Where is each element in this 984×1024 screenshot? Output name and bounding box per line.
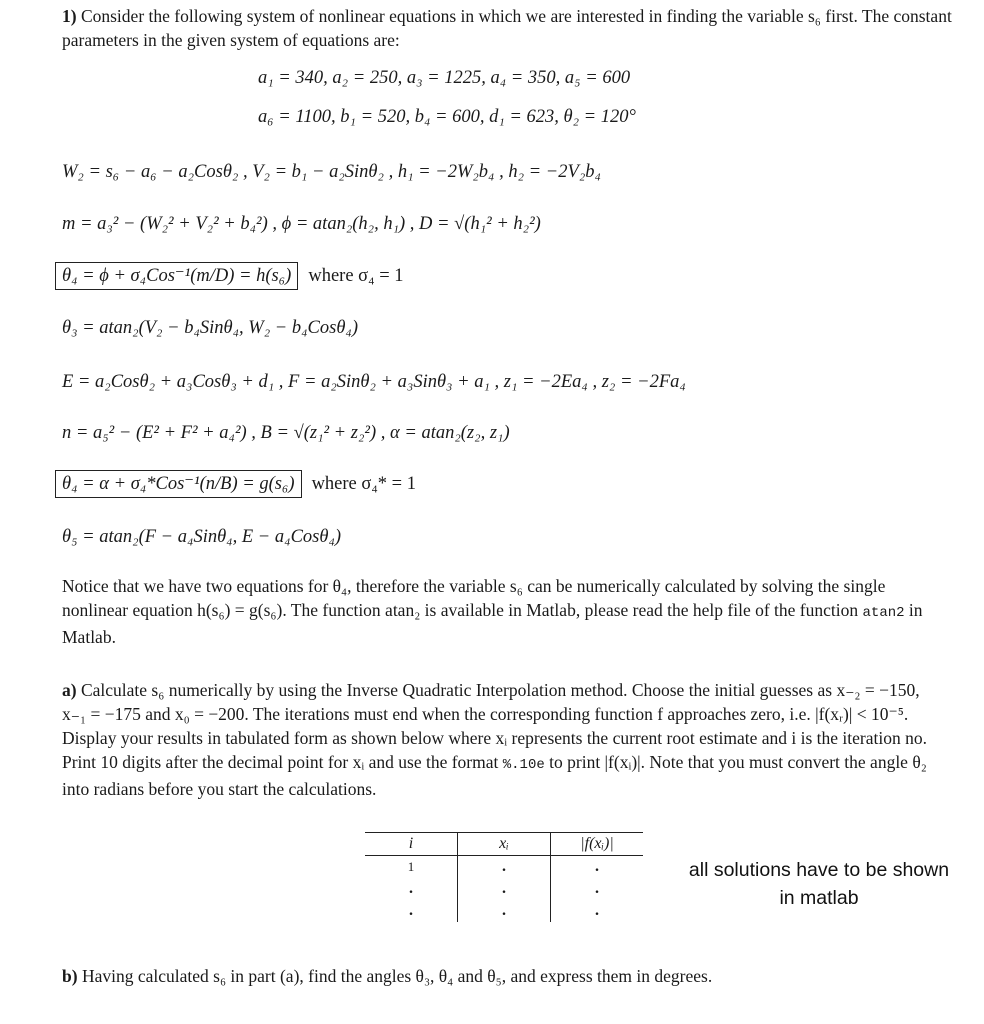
part-b-label: b) <box>62 966 78 986</box>
boxed-equation-h <box>55 262 404 290</box>
table-row <box>365 878 643 900</box>
notice-text: Notice that we have two equations for θ₄, therefore the variable s₆ can be numerically calculated by solving the single nonlinear equation h(s₆) = g(s₆). The function atan₂ is available in Matlab, please read the help file of the function <box>62 576 886 620</box>
table-cell: . <box>595 858 599 875</box>
header-root-estimate: xᵢ <box>458 833 551 856</box>
table-header-row <box>365 833 643 856</box>
matlab-note <box>664 856 974 912</box>
header-iteration: i <box>365 833 458 856</box>
table-row <box>365 900 643 922</box>
part-b-text: Having calculated s₆ in part (a), find the angles θ₃, θ₄ and θ₅, and express them in degrees. <box>81 966 713 986</box>
equation-theta5: θ₅ = atan₂(F − a₄Sinθ₄, E − a₄Cosθ₄) <box>62 527 342 547</box>
matlab-note-line-1: all solutions have to be shown <box>688 859 950 881</box>
results-table <box>365 832 643 922</box>
equation-n-b-alpha: n = a₅² − (E² + F² + a₄²) , B = √(z₁² + z₂²) , α = atan₂(z₂, z₁) <box>62 423 510 443</box>
table-cell: . <box>595 880 599 897</box>
boxed-equation-g <box>55 470 416 498</box>
equation-theta3: θ₃ = atan₂(V₂ − b₄Sinθ₄, W₂ − b₄Cosθ₄) <box>62 318 359 338</box>
equation-w2-v2-h1-h2: W₂ = s₆ − a₆ − a₂Cosθ₂ , V₂ = b₁ − a₂Sinθ₂ , h₁ = −2W₂b₄ , h₂ = −2V₂b₄ <box>62 162 601 182</box>
notice-paragraph <box>62 574 942 649</box>
equation-e-f-z: E = a₂Cosθ₂ + a₃Cosθ₃ + d₁ , F = a₂Sinθ₂ + a₃Sinθ₃ + a₁ , z₁ = −2Ea₄ , z₂ = −2Fa₄ <box>62 372 686 392</box>
matlab-note-line-2: in matlab <box>779 887 859 909</box>
question-intro <box>62 4 962 52</box>
table-cell: 1 <box>407 859 415 874</box>
table-cell: . <box>595 902 599 919</box>
part-a-text-end: to print |f(xᵢ)|. Note that you must convert the angle θ₂ into radians before you start the calculations. <box>62 752 927 799</box>
boxed-theta4-h: θ₄ = ϕ + σ₄Cos⁻¹(m/D) = h(s₆) <box>55 262 298 290</box>
constants-line-2: a₆ = 1100, b₁ = 520, b₄ = 600, d₁ = 623, θ₂ = 120° <box>258 107 636 127</box>
notice-text-end: in Matlab. <box>62 600 923 647</box>
sigma4-star-condition: where σ₄* = 1 <box>311 473 416 494</box>
table-cell: . <box>409 880 413 897</box>
format-code: %.10e <box>502 757 545 773</box>
constants-line-1: a₁ = 340, a₂ = 250, a₃ = 1225, a₄ = 350, a₅ = 600 <box>258 68 631 88</box>
part-a-label: a) <box>62 680 77 700</box>
question-intro-text: Consider the following system of nonlinear equations in which we are interested in finding the variable s₆ first. The constant parameters in the given system of equations are: <box>62 6 952 50</box>
part-a-text: Calculate s₆ numerically by using the Inverse Quadratic Interpolation method. Choose the initial guesses as x₋₂ = −150, x₋₁ = −175 and x₀ = −200. The iterations must end when the corresponding function f approaches zero, i.e. |f(xᵣ)| < 10⁻⁵. Display your results in tabulated form as shown below where xᵢ represents the current root estimate and i is the iteration no. Print 10 digits after the decimal point for xᵢ and use the format <box>62 680 927 772</box>
part-b-paragraph <box>62 964 942 988</box>
table-cell: . <box>458 856 551 879</box>
header-abs-f: |f(xᵢ)| <box>551 833 644 856</box>
boxed-theta4-g: θ₄ = α + σ₄*Cos⁻¹(n/B) = g(s₆) <box>55 470 302 498</box>
equation-m-phi-d: m = a₃² − (W₂² + V₂² + b₄²) , ϕ = atan₂(h₂, h₁) , D = √(h₁² + h₂²) <box>62 214 541 234</box>
table-cell: . <box>458 878 551 900</box>
table-row <box>365 856 643 879</box>
atan2-code: atan2 <box>862 605 905 621</box>
table-cell: . <box>458 900 551 922</box>
question-number: 1) <box>62 6 77 26</box>
part-a-paragraph <box>62 678 942 801</box>
table-cell: . <box>409 902 413 919</box>
sigma4-condition: where σ₄ = 1 <box>308 265 404 286</box>
